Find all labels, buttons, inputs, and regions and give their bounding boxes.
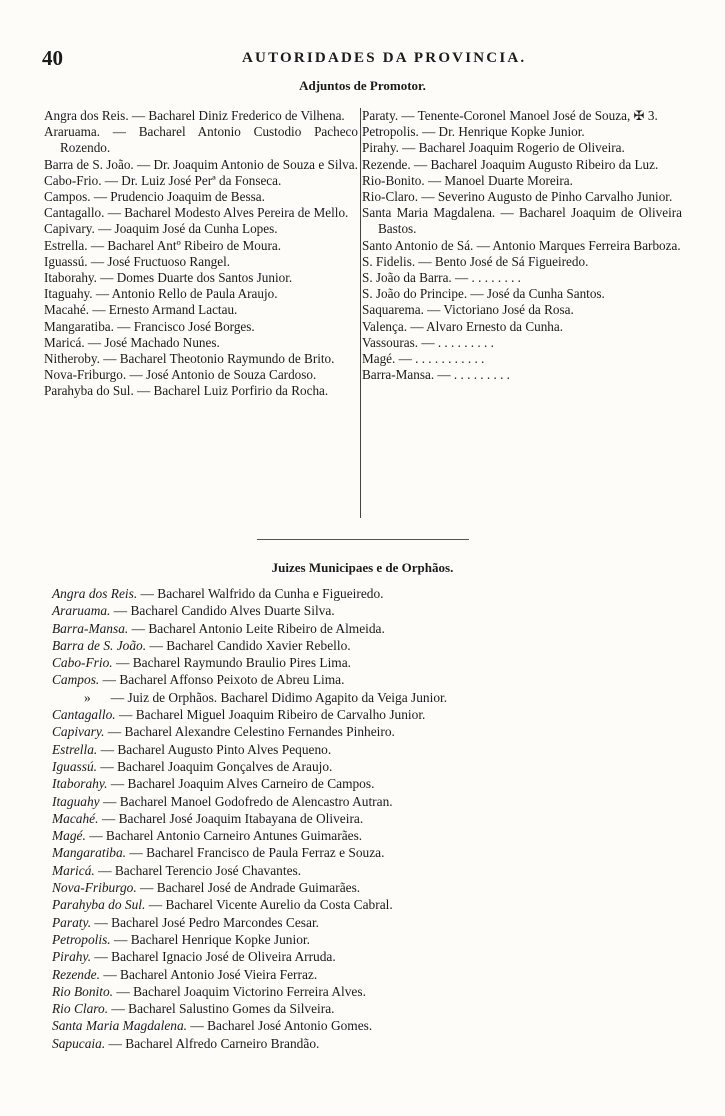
list-item: Petropolis. — Dr. Henrique Kopke Junior.	[362, 124, 585, 140]
table-row	[52, 602, 692, 619]
list-item: Santo Antonio de Sá. — Antonio Marques Ferreira Barboza.	[362, 237, 681, 253]
place-name: Sapucaia.	[52, 1035, 106, 1051]
place-name: Capivary.	[52, 724, 105, 740]
place-name: Araruama.	[52, 603, 111, 619]
page-number: 40	[42, 46, 63, 70]
official-name: — Bacharel Manoel Godofredo de Alencastro Autran.	[99, 793, 393, 809]
place-name: Pirahy.	[52, 949, 92, 965]
table-row	[52, 827, 692, 844]
table-row	[52, 671, 692, 688]
adjuntos-left-column	[44, 108, 358, 400]
running-title: AUTORIDADES DA PROVINCIA.	[242, 50, 527, 66]
official-name: — Bacharel Ignacio José de Oliveira Arruda.	[91, 949, 336, 965]
place-name: Itaguahy	[52, 793, 100, 809]
table-row	[52, 758, 692, 775]
place-name: Santa Maria Magdalena.	[52, 1018, 188, 1034]
official-name: — Bacharel Candido Xavier Rebello.	[146, 637, 351, 653]
table-row	[52, 931, 692, 948]
official-name: — Bacharel José Joaquim Itabayana de Oliveira.	[98, 810, 364, 826]
list-item: Barra-Mansa. — . . . . . . . . .	[362, 367, 510, 383]
list-item: Itaborahy. — Domes Duarte dos Santos Junior.	[44, 270, 293, 286]
list-item: S. João da Barra. — . . . . . . . .	[362, 270, 521, 286]
official-name: — Bacharel Antonio Carneiro Antunes Guimarães.	[85, 828, 363, 844]
official-name: — Bacharel Henrique Kopke Junior.	[110, 931, 310, 947]
place-name: Campos.	[52, 672, 100, 688]
column-divider	[360, 108, 361, 518]
list-item: Rio-Bonito. — Manoel Duarte Moreira.	[362, 172, 573, 188]
place-name: Parahyba do Sul.	[52, 897, 146, 913]
place-name: Maricá.	[52, 862, 95, 878]
list-item: Barra de S. João. — Dr. Joaquim Antonio de Souza e Silva.	[44, 156, 358, 172]
table-row	[52, 896, 692, 913]
official-name: — Bacharel Francisco de Paula Ferraz e Souza.	[126, 845, 385, 861]
ditto-mark: »	[84, 689, 91, 705]
official-name: — Bacharel Vicente Aurelio da Costa Cabral.	[145, 897, 393, 913]
list-item: Itaguahy. — Antonio Rello de Paula Araujo.	[44, 286, 278, 302]
table-row	[52, 585, 692, 602]
section-divider-rule	[257, 539, 469, 540]
place-name: Nova-Friburgo.	[52, 880, 137, 896]
official-name: — Bacharel Terencio José Chavantes.	[94, 862, 302, 878]
table-row	[52, 775, 692, 792]
table-row	[52, 1035, 692, 1052]
official-name: — Bacharel Antonio Leite Ribeiro de Almeida.	[128, 620, 385, 636]
list-item: Campos. — Prudencio Joaquim de Bessa.	[44, 189, 265, 205]
official-name: — Bacharel Walfrido da Cunha e Figueiredo.	[137, 586, 384, 601]
place-name: Petropolis.	[52, 931, 111, 947]
juizes-list	[52, 585, 692, 1052]
table-row	[52, 689, 692, 706]
official-name: — Bacharel Joaquim Alves Carneiro de Campos.	[107, 776, 375, 792]
place-name: Rio Bonito.	[52, 983, 113, 999]
list-item: S. Fidelis. — Bento José de Sá Figueiredo.	[362, 253, 589, 269]
official-name: — Bacharel Antonio José Vieira Ferraz.	[99, 966, 318, 982]
official-name: — Bacharel Joaquim Victorino Ferreira Alves.	[113, 983, 366, 999]
list-item: Magé. — . . . . . . . . . . .	[362, 351, 485, 367]
list-item: S. João do Principe. — José da Cunha Santos.	[362, 286, 605, 302]
place-name: Estrella.	[52, 741, 98, 757]
place-name: Mangaratiba.	[52, 845, 127, 861]
list-item: Angra dos Reis. — Bacharel Diniz Frederico de Vilhena.	[44, 108, 345, 123]
list-item: Iguassú. — José Fructuoso Rangel.	[44, 253, 231, 269]
list-item: Santa Maria Magdalena. — Bacharel Joaquim de Oliveira Bastos.	[362, 205, 682, 237]
list-item: Rio-Claro. — Severino Augusto de Pinho Carvalho Junior.	[362, 189, 673, 205]
place-name: Rezende.	[52, 966, 100, 982]
official-name: — Bacharel Candido Alves Duarte Silva.	[110, 603, 335, 619]
table-row	[52, 637, 692, 654]
official-name: — Bacharel Joaquim Gonçalves de Araujo.	[97, 758, 333, 774]
place-name: Cantagallo.	[52, 707, 116, 723]
list-item: Nova-Friburgo. — José Antonio de Souza Cardoso.	[44, 367, 317, 383]
official-name: — Bacharel José Antonio Gomes.	[187, 1018, 373, 1034]
place-name: Barra de S. João.	[52, 637, 147, 653]
place-name: Rio Claro.	[52, 1001, 109, 1017]
table-row	[52, 844, 692, 861]
list-item: Estrella. — Bacharel Antº Ribeiro de Moura.	[44, 237, 282, 253]
official-name: — Juiz de Orphãos. Bacharel Didimo Agapito da Veiga Junior.	[90, 689, 448, 705]
table-row	[52, 1000, 692, 1017]
official-name: — Bacharel Augusto Pinto Alves Pequeno.	[97, 741, 332, 757]
list-item: Nitheroby. — Bacharel Theotonio Raymundo de Brito.	[44, 351, 335, 367]
list-item: Vassouras. — . . . . . . . . .	[362, 334, 494, 350]
table-row	[52, 983, 692, 1000]
table-row	[52, 810, 692, 827]
list-item: Saquarema. — Victoriano José da Rosa.	[362, 302, 574, 318]
list-item: Mangaratiba. — Francisco José Borges.	[44, 318, 255, 334]
list-item: Valença. — Alvaro Ernesto da Cunha.	[362, 318, 564, 334]
table-row	[52, 741, 692, 758]
list-item: Rezende. — Bacharel Joaquim Augusto Ribeiro da Luz.	[362, 156, 659, 172]
place-name: Iguassú.	[52, 758, 98, 774]
list-item: Paraty. — Tenente-Coronel Manoel José de Souza, ✠ 3.	[362, 108, 658, 123]
section-title-juizes: Juizes Municipaes e de Orphãos.	[271, 560, 454, 575]
list-item: Pirahy. — Bacharel Joaquim Rogerio de Oliveira.	[362, 140, 625, 156]
list-item: Macahé. — Ernesto Armand Lactau.	[44, 302, 238, 318]
place-name: Macahé.	[52, 810, 99, 826]
adjuntos-right-column	[362, 108, 682, 383]
official-name: — Bacharel Raymundo Braulio Pires Lima.	[112, 655, 352, 671]
place-name: Itaborahy.	[52, 776, 108, 792]
list-item: Maricá. — José Machado Nunes.	[44, 334, 220, 350]
place-name: Angra dos Reis.	[52, 586, 138, 601]
official-name: — Bacharel Miguel Joaquim Ribeiro de Carvalho Junior.	[115, 707, 426, 723]
place-name: Cabo-Frio.	[52, 655, 113, 671]
place-name: Barra-Mansa.	[52, 620, 129, 636]
table-row	[52, 654, 692, 671]
table-row	[52, 1017, 692, 1034]
list-item: Cantagallo. — Bacharel Modesto Alves Pereira de Mello.	[44, 205, 349, 221]
place-name: Paraty.	[52, 914, 92, 930]
table-row	[52, 706, 692, 723]
list-item: Cabo-Frio. — Dr. Luiz José Perª da Fonseca.	[44, 172, 282, 188]
table-row	[52, 723, 692, 740]
section-title-adjuntos: Adjuntos de Promotor.	[299, 78, 426, 93]
table-row	[52, 620, 692, 637]
official-name: — Bacharel Alfredo Carneiro Brandão.	[105, 1035, 320, 1051]
official-name: — Bacharel Salustino Gomes da Silveira.	[108, 1001, 335, 1017]
official-name: — Bacharel José Pedro Marcondes Cesar.	[91, 914, 320, 930]
official-name: — Bacharel Affonso Peixoto de Abreu Lima.	[99, 672, 345, 688]
official-name: — Bacharel José de Andrade Guimarães.	[136, 880, 361, 896]
table-row	[52, 862, 692, 879]
table-row	[52, 914, 692, 931]
table-row	[52, 948, 692, 965]
place-name: Magé.	[52, 828, 86, 844]
table-row	[52, 793, 692, 810]
list-item: Capivary. — Joaquim José da Cunha Lopes.	[44, 221, 278, 237]
table-row	[52, 966, 692, 983]
list-item: Araruama. — Bacharel Antonio Custodio Pacheco Rozendo.	[44, 124, 358, 156]
list-item: Parahyba do Sul. — Bacharel Luiz Porfirio da Rocha.	[44, 383, 329, 399]
table-row	[52, 879, 692, 896]
running-header	[42, 46, 682, 68]
official-name: — Bacharel Alexandre Celestino Fernandes Pinheiro.	[104, 724, 395, 740]
